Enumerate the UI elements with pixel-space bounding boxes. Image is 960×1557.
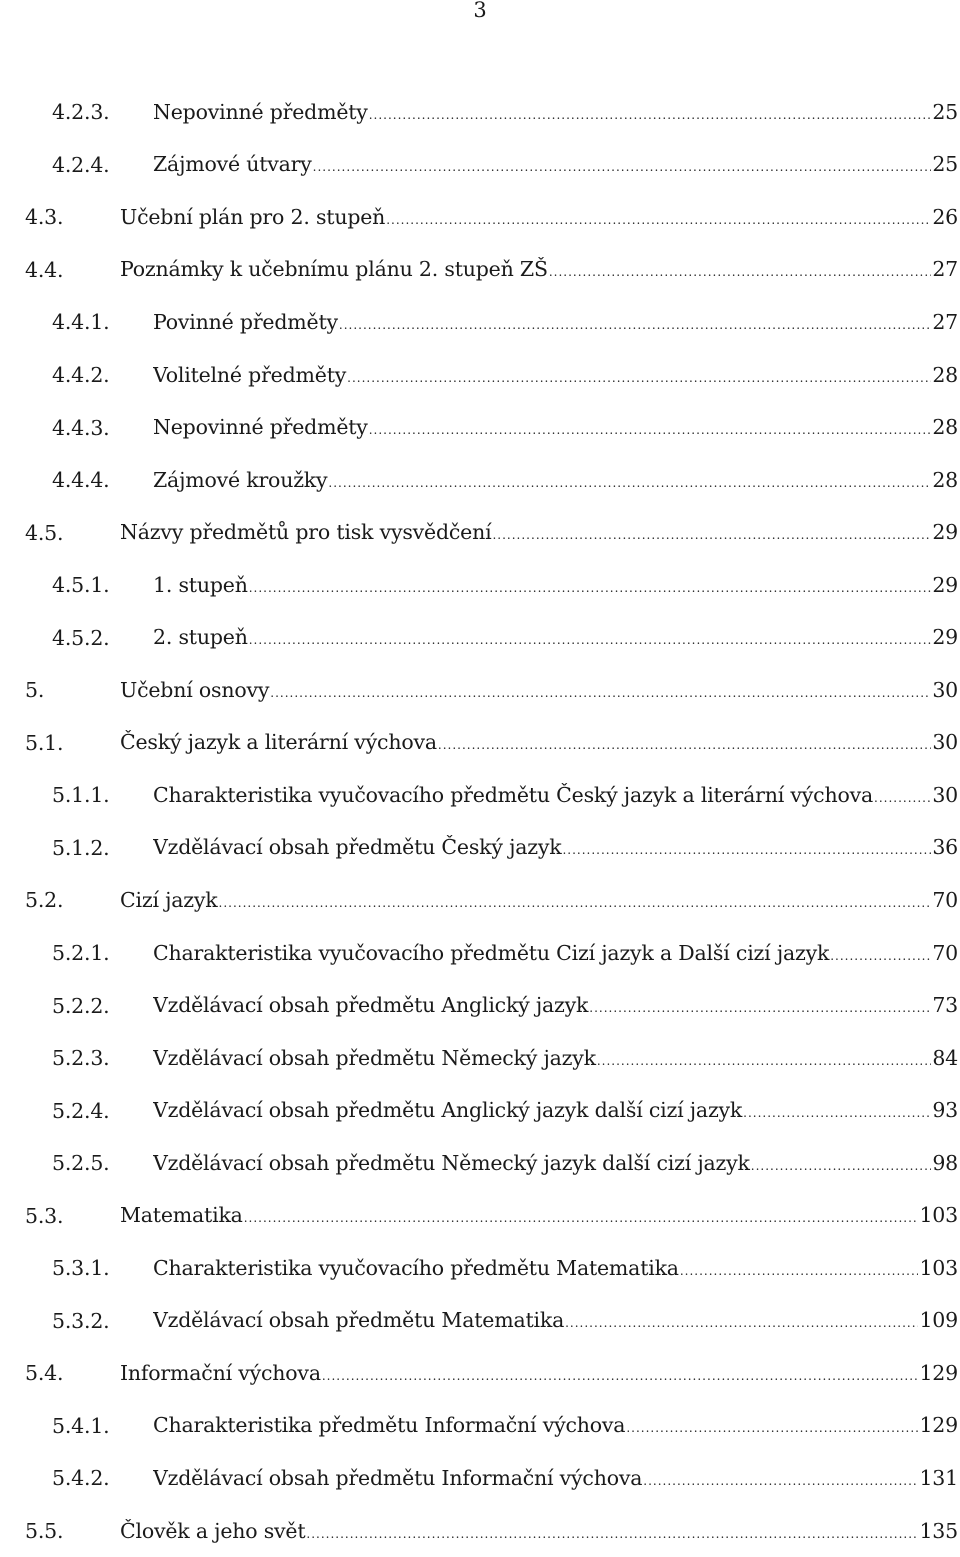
toc-entry-number: 4.3. bbox=[25, 205, 64, 230]
toc-entry-number: 5.2.5. bbox=[52, 1151, 110, 1176]
toc-entry-title: Vzdělávací obsah předmětu Anglický jazyk bbox=[153, 993, 589, 1018]
toc-entry[interactable] bbox=[0, 139, 960, 192]
toc-entry-number: 4.2.4. bbox=[52, 152, 110, 177]
toc-entry-page: 29 bbox=[932, 572, 958, 597]
toc-entry-line bbox=[153, 835, 958, 860]
toc-entry[interactable] bbox=[0, 506, 960, 559]
toc-entry-number: 5.4.1. bbox=[52, 1413, 110, 1438]
toc-entry[interactable] bbox=[0, 191, 960, 244]
toc-entry-line bbox=[153, 100, 958, 125]
toc-entry-title: Zájmové kroužky bbox=[153, 467, 328, 492]
toc-entry-page: 129 bbox=[919, 1413, 958, 1438]
dot-leader bbox=[322, 1366, 919, 1386]
toc-entry-line bbox=[120, 678, 958, 703]
toc-entry-number: 5.3. bbox=[25, 1203, 64, 1228]
toc-entry-title: Nepovinné předměty bbox=[153, 99, 368, 124]
dot-leader bbox=[219, 893, 932, 913]
toc-entry-number: 5.2.2. bbox=[52, 993, 110, 1018]
toc-entry-title: Nepovinné předměty bbox=[153, 415, 368, 440]
toc-entry[interactable] bbox=[0, 1505, 960, 1557]
toc-entry[interactable] bbox=[0, 874, 960, 927]
toc-entry-title: Poznámky k učebnímu plánu 2. stupeň ZŠ bbox=[120, 257, 548, 282]
dot-leader bbox=[597, 1051, 931, 1071]
toc-entry-line bbox=[153, 152, 958, 177]
toc-entry[interactable] bbox=[0, 401, 960, 454]
toc-entry[interactable] bbox=[0, 1347, 960, 1400]
toc-entry-page: 28 bbox=[932, 415, 958, 440]
toc-entry-line bbox=[153, 941, 958, 966]
toc-entry-page: 28 bbox=[932, 362, 958, 387]
toc-entry[interactable] bbox=[0, 244, 960, 297]
toc-entry-title: Cizí jazyk bbox=[120, 887, 218, 912]
toc-entry-page: 131 bbox=[919, 1465, 958, 1490]
toc-entry-page: 26 bbox=[932, 204, 958, 229]
toc-entry-page: 27 bbox=[932, 309, 958, 334]
toc-entry-number: 5.3.1. bbox=[52, 1256, 110, 1281]
toc-entry-line bbox=[153, 783, 958, 808]
toc-entry-page: 70 bbox=[932, 887, 958, 912]
toc-entry[interactable] bbox=[0, 1242, 960, 1295]
toc-entry[interactable] bbox=[0, 611, 960, 664]
toc-entry-number: 5.1. bbox=[25, 730, 64, 755]
dot-leader bbox=[306, 1524, 918, 1544]
dot-leader bbox=[589, 998, 931, 1018]
toc-entry-line bbox=[153, 1308, 958, 1333]
toc-entry-title: Názvy předmětů pro tisk vysvědčení bbox=[120, 520, 492, 545]
toc-entry-page: 30 bbox=[932, 782, 958, 807]
toc-entry-line bbox=[120, 1519, 958, 1544]
toc-entry-line bbox=[120, 520, 958, 545]
dot-leader bbox=[347, 368, 931, 388]
toc-entry-line bbox=[120, 730, 958, 755]
toc-entry-page: 84 bbox=[932, 1045, 958, 1070]
toc-entry-title: Člověk a jeho svět bbox=[120, 1518, 306, 1543]
toc-entry-title: Charakteristika vyučovacího předmětu Cizí jazyk a Další cizí jazyk bbox=[153, 940, 830, 965]
toc-entry-page: 109 bbox=[919, 1308, 958, 1333]
toc-entry-page: 135 bbox=[919, 1518, 958, 1543]
toc-entry-title: 2. stupeň bbox=[153, 625, 248, 650]
toc-entry-number: 4.4.1. bbox=[52, 310, 110, 335]
toc-entry-page: 25 bbox=[932, 152, 958, 177]
toc-entry-line bbox=[120, 888, 958, 913]
dot-leader bbox=[438, 735, 931, 755]
toc-entry-line bbox=[153, 993, 958, 1018]
dot-leader bbox=[369, 420, 932, 440]
toc-entry-page: 129 bbox=[919, 1360, 958, 1385]
toc-entry-number: 5.1.1. bbox=[52, 783, 110, 808]
toc-entry-title: Učební plán pro 2. stupeň bbox=[120, 204, 386, 229]
toc-entry-page: 93 bbox=[932, 1098, 958, 1123]
dot-leader bbox=[386, 210, 931, 230]
toc-entry-number: 5.5. bbox=[25, 1519, 64, 1544]
toc-entry[interactable] bbox=[0, 1189, 960, 1242]
dot-leader bbox=[369, 105, 932, 125]
toc-entry[interactable] bbox=[0, 1137, 960, 1190]
toc-entry-line bbox=[153, 1098, 958, 1123]
dot-leader bbox=[249, 578, 932, 598]
dot-leader bbox=[743, 1103, 931, 1123]
toc-entry[interactable] bbox=[0, 664, 960, 717]
dot-leader bbox=[565, 1313, 918, 1333]
toc-entry-page: 98 bbox=[932, 1150, 958, 1175]
toc-entry-title: Charakteristika předmětu Informační výchova bbox=[153, 1413, 626, 1438]
toc-entry-page: 30 bbox=[932, 730, 958, 755]
toc-entry-number: 4.2.3. bbox=[52, 100, 110, 125]
dot-leader bbox=[626, 1418, 918, 1438]
toc-entry-page: 25 bbox=[932, 99, 958, 124]
toc-entry-title: Povinné předměty bbox=[153, 309, 338, 334]
dot-leader bbox=[643, 1471, 918, 1491]
toc-entry-number: 4.5.2. bbox=[52, 625, 110, 650]
dot-leader bbox=[244, 1208, 919, 1228]
toc-entry-line bbox=[153, 310, 958, 335]
toc-entry-number: 5.2.3. bbox=[52, 1046, 110, 1071]
toc-entry-number: 4.4.3. bbox=[52, 415, 110, 440]
dot-leader bbox=[328, 473, 931, 493]
toc-entry-title: 1. stupeň bbox=[153, 572, 248, 597]
toc-entry[interactable] bbox=[0, 86, 960, 139]
toc-entry-title: Charakteristika vyučovacího předmětu Matematika bbox=[153, 1255, 679, 1280]
toc-entry[interactable] bbox=[0, 1032, 960, 1085]
toc-entry-number: 4.5. bbox=[25, 520, 64, 545]
toc-entry-number: 5. bbox=[25, 678, 45, 703]
toc-entry-line bbox=[153, 573, 958, 598]
toc-entry-number: 5.2. bbox=[25, 888, 64, 913]
toc-entry-title: Vzdělávací obsah předmětu Informační výchova bbox=[153, 1465, 643, 1490]
toc-entry-line bbox=[120, 257, 958, 282]
toc-entry-number: 5.2.1. bbox=[52, 941, 110, 966]
toc-entry-number: 5.4. bbox=[25, 1361, 64, 1386]
toc-entry-number: 5.3.2. bbox=[52, 1308, 110, 1333]
toc-entry[interactable] bbox=[0, 296, 960, 349]
toc-entry-page: 73 bbox=[932, 993, 958, 1018]
dot-leader bbox=[751, 1156, 932, 1176]
toc-entry-line bbox=[153, 1256, 958, 1281]
toc-entry-number: 5.4.2. bbox=[52, 1466, 110, 1491]
toc-entry-title: Matematika bbox=[120, 1203, 243, 1228]
toc-entry[interactable] bbox=[0, 454, 960, 507]
toc-entry[interactable] bbox=[0, 717, 960, 770]
toc-entry[interactable] bbox=[0, 1084, 960, 1137]
toc-entry[interactable] bbox=[0, 1400, 960, 1453]
toc-entry-line bbox=[153, 1466, 958, 1491]
dot-leader bbox=[313, 157, 932, 177]
dot-leader bbox=[270, 683, 931, 703]
toc-entry-number: 4.4.4. bbox=[52, 468, 110, 493]
toc-entry-line bbox=[120, 1361, 958, 1386]
toc-entry[interactable] bbox=[0, 927, 960, 980]
toc-entry-title: Vzdělávací obsah předmětu Anglický jazyk další cizí jazyk bbox=[153, 1098, 743, 1123]
toc-entry-title: Charakteristika vyučovacího předmětu Český jazyk a literární výchova bbox=[153, 782, 874, 807]
toc-entry-title: Vzdělávací obsah předmětu Německý jazyk bbox=[153, 1045, 596, 1070]
toc-entry-line bbox=[153, 625, 958, 650]
toc-entry-line bbox=[153, 363, 958, 388]
toc-entry-number: 5.2.4. bbox=[52, 1098, 110, 1123]
toc-entry-title: Vzdělávací obsah předmětu Český jazyk bbox=[153, 835, 562, 860]
dot-leader bbox=[492, 525, 931, 545]
dot-leader bbox=[830, 946, 931, 966]
toc-entry-page: 36 bbox=[932, 835, 958, 860]
dot-leader bbox=[874, 788, 931, 808]
toc-entry-line bbox=[153, 1046, 958, 1071]
toc-entry-title: Vzdělávací obsah předmětu Matematika bbox=[153, 1308, 565, 1333]
toc-entry-page: 27 bbox=[932, 257, 958, 282]
toc-entry-page: 29 bbox=[932, 625, 958, 650]
toc-entry[interactable] bbox=[0, 349, 960, 402]
toc-entry-number: 4.4.2. bbox=[52, 363, 110, 387]
dot-leader bbox=[562, 840, 931, 860]
toc-entry-title: Informační výchova bbox=[120, 1360, 321, 1385]
dot-leader bbox=[680, 1261, 919, 1281]
toc-entry-line bbox=[153, 1151, 958, 1176]
toc-entry[interactable] bbox=[0, 979, 960, 1032]
table-of-contents bbox=[0, 86, 960, 1557]
toc-entry-title: Volitelné předměty bbox=[153, 362, 347, 387]
dot-leader bbox=[249, 630, 932, 650]
toc-entry[interactable] bbox=[0, 1452, 960, 1505]
toc-entry-page: 103 bbox=[919, 1255, 958, 1280]
toc-entry-page: 70 bbox=[932, 940, 958, 965]
toc-entry-title: Učební osnovy bbox=[120, 677, 270, 702]
dot-leader bbox=[339, 315, 931, 335]
dot-leader bbox=[549, 262, 932, 282]
toc-entry-line bbox=[120, 1203, 958, 1228]
toc-entry-number: 5.1.2. bbox=[52, 835, 110, 860]
toc-entry-title: Zájmové útvary bbox=[153, 152, 312, 177]
toc-entry[interactable] bbox=[0, 559, 960, 612]
toc-entry-page: 103 bbox=[919, 1203, 958, 1228]
toc-entry-page: 28 bbox=[932, 467, 958, 492]
toc-entry-line bbox=[153, 1413, 958, 1438]
page-number: 3 bbox=[473, 0, 487, 22]
toc-entry-page: 29 bbox=[932, 520, 958, 545]
toc-entry-page: 30 bbox=[932, 677, 958, 702]
toc-entry-title: Český jazyk a literární výchova bbox=[120, 730, 437, 755]
toc-entry[interactable] bbox=[0, 1295, 960, 1348]
toc-entry-line bbox=[153, 415, 958, 440]
toc-entry-line bbox=[153, 468, 958, 493]
toc-entry-number: 4.5.1. bbox=[52, 573, 110, 598]
toc-entry[interactable] bbox=[0, 769, 960, 822]
toc-entry-number: 4.4. bbox=[25, 257, 64, 282]
toc-entry-title: Vzdělávací obsah předmětu Německý jazyk další cizí jazyk bbox=[153, 1150, 750, 1175]
toc-entry-line bbox=[120, 205, 958, 230]
toc-entry[interactable] bbox=[0, 822, 960, 875]
